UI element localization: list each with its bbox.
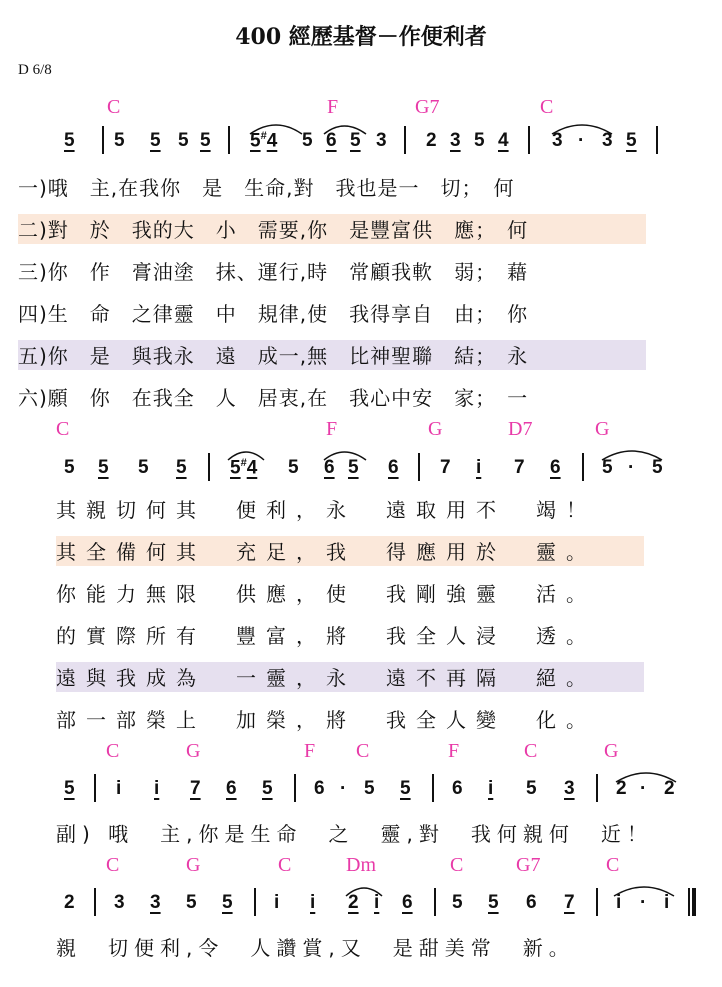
chord: G <box>428 418 443 440</box>
chord: G7 <box>415 96 440 118</box>
slur <box>322 444 372 464</box>
chord: F <box>448 740 460 762</box>
chord: G <box>186 740 201 762</box>
notation-line: 5 i i 7 6 5 6 · 5 5 6 i 5 3 2 · 2 <box>58 776 688 810</box>
chorus-line: 親 切便利,令 人讚賞,又 是甜美常 新。 <box>56 936 575 960</box>
chord: C <box>56 418 70 440</box>
chorus-line: 副) 哦 主,你是生命 之 靈,對 我何親何 近！ <box>56 822 653 846</box>
verse-line: 一)哦 主,在我你 是 生命,對 我也是一 切； 何 <box>18 176 515 200</box>
notation-line: 5 5 5 5 5 5#4 5 6 5 3 2 3 5 4 3 · 3 5 <box>58 128 668 162</box>
verse-line: 四)生 命 之律靈 中 規律,使 我得享自 由； 你 <box>18 302 529 326</box>
chord: F <box>327 96 339 118</box>
notation-line: 5 5 5 5 5#4 5 6 5 6 7 i 7 6 5 · 5 <box>58 455 678 489</box>
chord: C <box>106 740 120 762</box>
chord: F <box>304 740 316 762</box>
chord: G <box>604 740 619 762</box>
chord: F <box>326 418 338 440</box>
tie <box>550 118 620 138</box>
verse-line: 部一部榮上 加榮，將 我全人變 化。 <box>56 708 596 732</box>
tie <box>614 766 684 786</box>
verse-line: 五)你 是 與我永 遠 成一,無 比神聖聯 結； 永 <box>18 340 646 370</box>
notation-line: 2 3 3 5 5 i i 2 i 6 5 5 6 7 i · i <box>58 890 698 924</box>
chord: G <box>186 854 201 876</box>
hymn-title: 400 經歷基督－作便利者 <box>235 24 487 50</box>
chord: C <box>524 740 538 762</box>
chord: D7 <box>508 418 533 440</box>
slur <box>248 118 308 138</box>
slur <box>226 444 270 464</box>
verse-line: 你能力無限 供應，使 我剛強靈 活。 <box>56 582 596 606</box>
chord: G <box>595 418 610 440</box>
chord: Dm <box>346 854 376 876</box>
verse-line: 遠與我成為 一靈，永 遠不再隔 絕。 <box>56 662 644 692</box>
verse-line: 六)願 你 在我全 人 居衷,在 我心中安 家； 一 <box>18 386 529 410</box>
key-signature: D 6/8 <box>18 62 52 78</box>
chord: C <box>107 96 121 118</box>
verse-line: 三)你 作 膏油塗 抹、運行,時 常顧我軟 弱； 藉 <box>18 260 529 284</box>
chord: C <box>356 740 370 762</box>
tie <box>600 444 670 464</box>
chord: C <box>450 854 464 876</box>
verse-line: 二)對 於 我的大 小 需要,你 是豐富供 應； 何 <box>18 214 646 244</box>
chord: G7 <box>516 854 541 876</box>
chord: C <box>106 854 120 876</box>
chord: C <box>606 854 620 876</box>
verse-line: 其親切何其 便利，永 遠取用不 竭！ <box>56 498 596 522</box>
verse-line: 的實際所有 豐富，將 我全人浸 透。 <box>56 624 596 648</box>
chord: C <box>540 96 554 118</box>
slur <box>344 880 388 900</box>
slur <box>322 118 372 138</box>
tie <box>612 880 682 900</box>
verse-line: 其全備何其 充足，我 得應用於 靈。 <box>56 536 644 566</box>
chord: C <box>278 854 292 876</box>
